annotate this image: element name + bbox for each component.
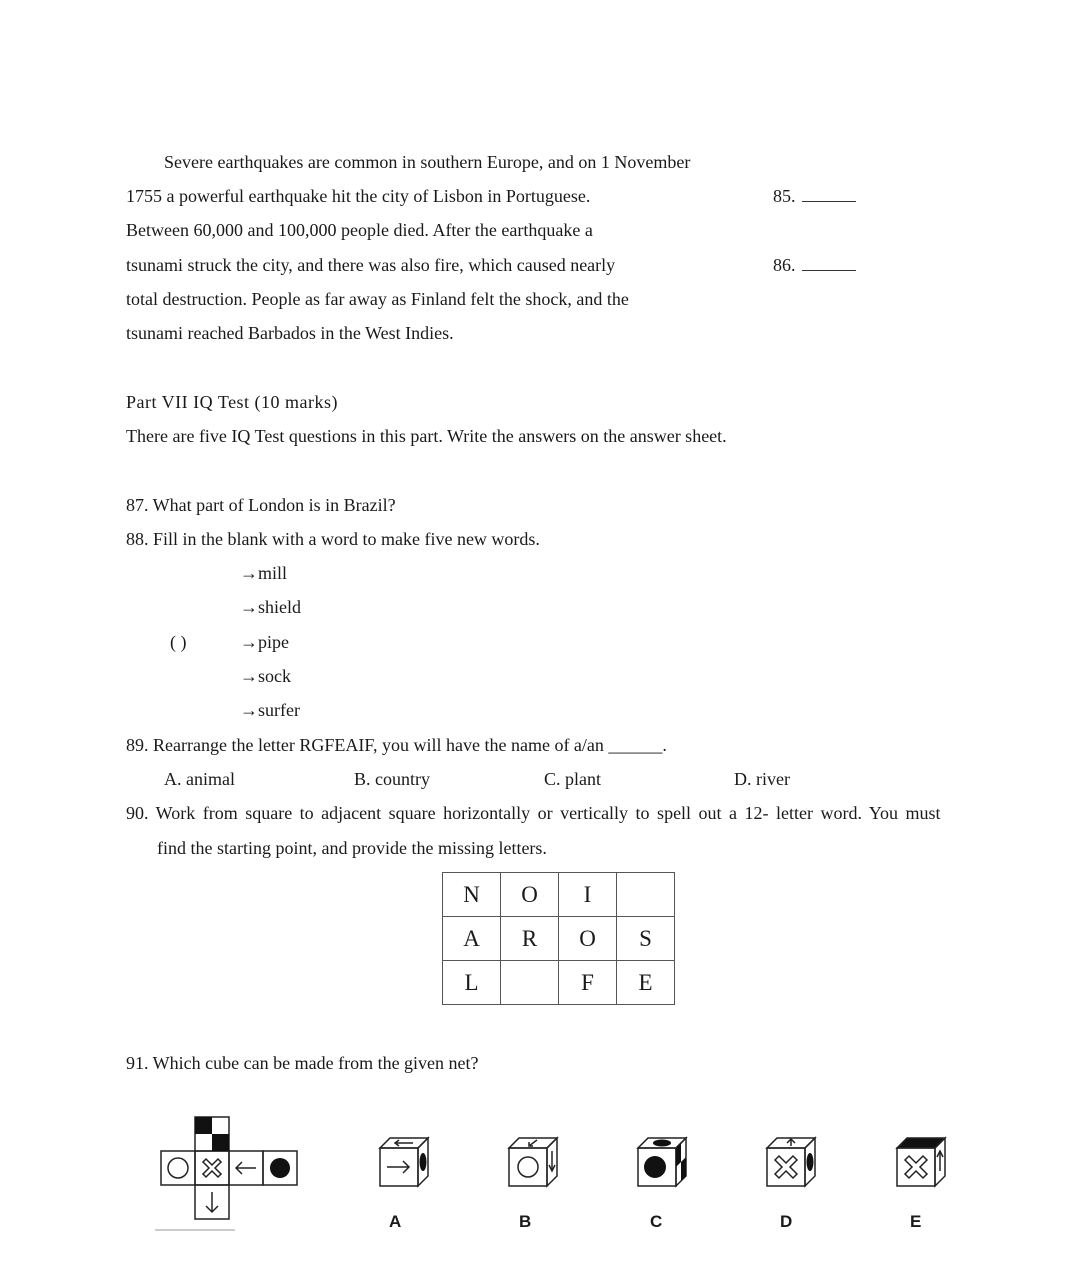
cube-label-a: A <box>389 1212 402 1231</box>
option-a[interactable]: A. animal <box>164 769 235 789</box>
word-item: →sock <box>240 666 291 686</box>
grid-row <box>443 961 675 1005</box>
question-number: 86. <box>773 255 796 275</box>
question-90: 90. Work from square to adjacent square horizontally or vertically to spell out a 12- letter word. You must <box>126 803 941 823</box>
cube-label-d: D <box>780 1212 793 1231</box>
grid-cell: R <box>501 917 559 961</box>
grid-cell: L <box>443 961 501 1005</box>
passage-line: 1755 a powerful earthquake hit the city of Lisbon in Portuguese. <box>126 186 591 206</box>
passage-line: tsunami struck the city, and there was also fire, which caused nearly <box>126 255 616 275</box>
grid-cell: F <box>559 961 617 1005</box>
grid-row <box>443 873 675 917</box>
cube-label-c: C <box>650 1212 663 1231</box>
answer-blank-85[interactable] <box>773 185 856 207</box>
letter-grid <box>442 872 675 1005</box>
grid-cell: A <box>443 917 501 961</box>
word-item: →shield <box>240 597 301 617</box>
cube-label-e: E <box>910 1212 922 1231</box>
grid-cell: E <box>617 961 675 1005</box>
option-b[interactable]: B. country <box>354 769 430 789</box>
passage-line: tsunami reached Barbados in the West Indies. <box>126 323 454 343</box>
section-instructions: There are five IQ Test questions in this part. Write the answers on the answer sheet. <box>126 426 727 446</box>
grid-cell-empty[interactable] <box>617 873 675 917</box>
passage-line: Between 60,000 and 100,000 people died. After the earthquake a <box>126 220 593 240</box>
grid-cell: O <box>559 917 617 961</box>
grid-cell: N <box>443 873 501 917</box>
passage-line: total destruction. People as far away as Finland felt the shock, and the <box>126 289 629 309</box>
option-c[interactable]: C. plant <box>544 769 601 789</box>
question-89: 89. Rearrange the letter RGFEAIF, you will have the name of a/an ______. <box>126 735 667 755</box>
blank-line <box>802 256 856 271</box>
grid-row <box>443 917 675 961</box>
cube-option-d[interactable] <box>762 1133 822 1193</box>
question-91: 91. Which cube can be made from the given net? <box>126 1053 479 1073</box>
cube-label-b: B <box>519 1212 532 1231</box>
cube-net-figure <box>150 1108 310 1233</box>
section-title: Part VII IQ Test (10 marks) <box>126 392 339 412</box>
grid-cell: I <box>559 873 617 917</box>
option-d[interactable]: D. river <box>734 769 790 789</box>
cube-option-a[interactable] <box>375 1133 435 1193</box>
question-number: 85. <box>773 186 796 206</box>
question-87: 87. What part of London is in Brazil? <box>126 495 396 515</box>
grid-cell: S <box>617 917 675 961</box>
cube-option-c[interactable] <box>633 1133 693 1193</box>
grid-cell-empty[interactable] <box>501 961 559 1005</box>
answer-blank-86[interactable] <box>773 254 856 276</box>
blank-line <box>802 187 856 202</box>
grid-cell: O <box>501 873 559 917</box>
question-88: 88. Fill in the blank with a word to make five new words. <box>126 529 540 549</box>
passage-line: Severe earthquakes are common in southern Europe, and on 1 November <box>164 152 691 172</box>
word-item: →mill <box>240 563 288 583</box>
cube-option-b[interactable] <box>504 1133 564 1193</box>
answer-bracket[interactable]: ( ) <box>170 632 187 652</box>
cube-option-e[interactable] <box>892 1133 952 1193</box>
question-90-continued: find the starting point, and provide the missing letters. <box>157 838 547 858</box>
word-item: →pipe <box>240 632 289 652</box>
word-item: →surfer <box>240 700 300 720</box>
